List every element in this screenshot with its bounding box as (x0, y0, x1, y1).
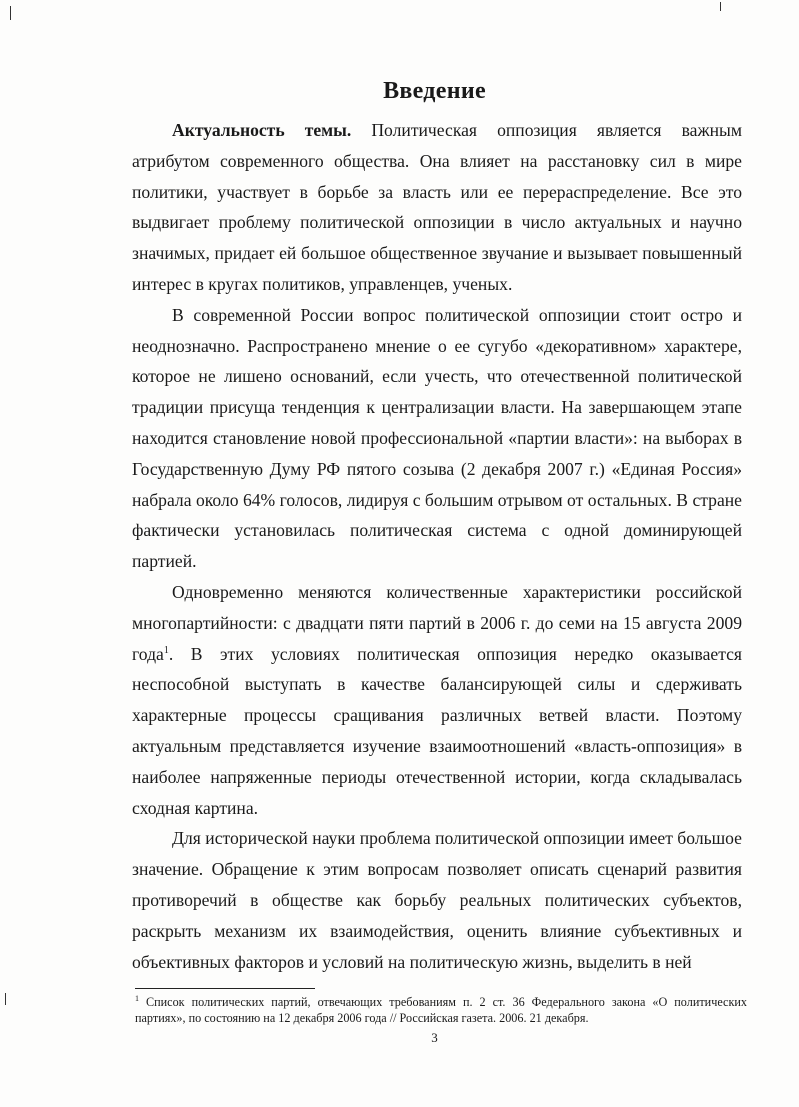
paragraph-russia (132, 300, 742, 577)
page-heading: Введение (383, 78, 486, 104)
paragraph-lead: Актуальность темы. (172, 120, 352, 140)
body-text (132, 115, 742, 977)
scan-mark-left-edge (5, 993, 6, 1005)
paragraph-relevance (132, 115, 742, 300)
scan-mark-top-right (720, 2, 721, 11)
footnote-text: Список политических партий, отвечающих требованиям п. 2 ст. 36 Федерального закона «О политических партиях», по состоянию на 12 декабря 2006 года // Российская газета. 2006. 21 декабря. (135, 995, 747, 1025)
paragraph-text: Политическая оппозиция является важным атрибутом современного общества. Она влияет на расстановку сил в мире политики, участвует в борьбе за власть или ее перераспределение. Все это выдвигает проблему политической оппозиции в число актуальных и научно значимых, придает ей большое общественное звучание и вызывает повышенный интерес в кругах политиков, управленцев, ученых. (132, 120, 742, 294)
paragraph-text: . В этих условиях политическая оппозиция нередко оказывается неспособной выступать в качестве балансирующей силы и сдерживать характерные процессы сращивания различных ветвей власти. Поэтому актуальным представляется изучение взаимоотношений «власть-оппозиция» в наиболее напряженные периоды отечественной истории, когда складывалась сходная картина. (132, 643, 742, 818)
footnote-marker: 1 (135, 993, 139, 1003)
footnote-divider (135, 988, 315, 989)
footnote (135, 994, 747, 1026)
paragraph-text: В современной России вопрос политической оппозиции стоит остро и неоднозначно. Распространено мнение о ее сугубо «декоративном» характере, которое не лишено оснований, если учесть, что отечественной политической традиции присуща тенденция к централизации власти. На завершающем этапе находится становление новой профессиональной «партии власти»: на выборах в Государственную Думу РФ пятого созыва (2 декабря 2007 г.) «Единая Россия» набрала около 64% голосов, лидируя с большим отрывом от остальных. В стране фактически установилась политическая система с одной доминирующей партией. (132, 304, 742, 572)
scan-mark-top-left (10, 6, 11, 20)
paragraph-text: Для исторической науки проблема политической оппозиции имеет большое значение. Обращение к этим вопросам позволяет описать сценарий развития противоречий в обществе как борьбу реальных политических субъектов, раскрыть механизм их взаимодействия, оценить влияние субъективных и объективных факторов и условий на политическую жизнь, выделить в ней (132, 828, 742, 972)
paragraph-text: Одновременно меняются количественные характеристики российской многопартийности: с двадцати пяти партий в 2006 г. до семи на 15 августа 2009 года (132, 581, 742, 664)
page-number: 3 (431, 1030, 438, 1045)
footnote-reference[interactable]: 1 (163, 644, 169, 656)
paragraph-multiparty (132, 577, 742, 823)
paragraph-historical-science (132, 823, 742, 977)
